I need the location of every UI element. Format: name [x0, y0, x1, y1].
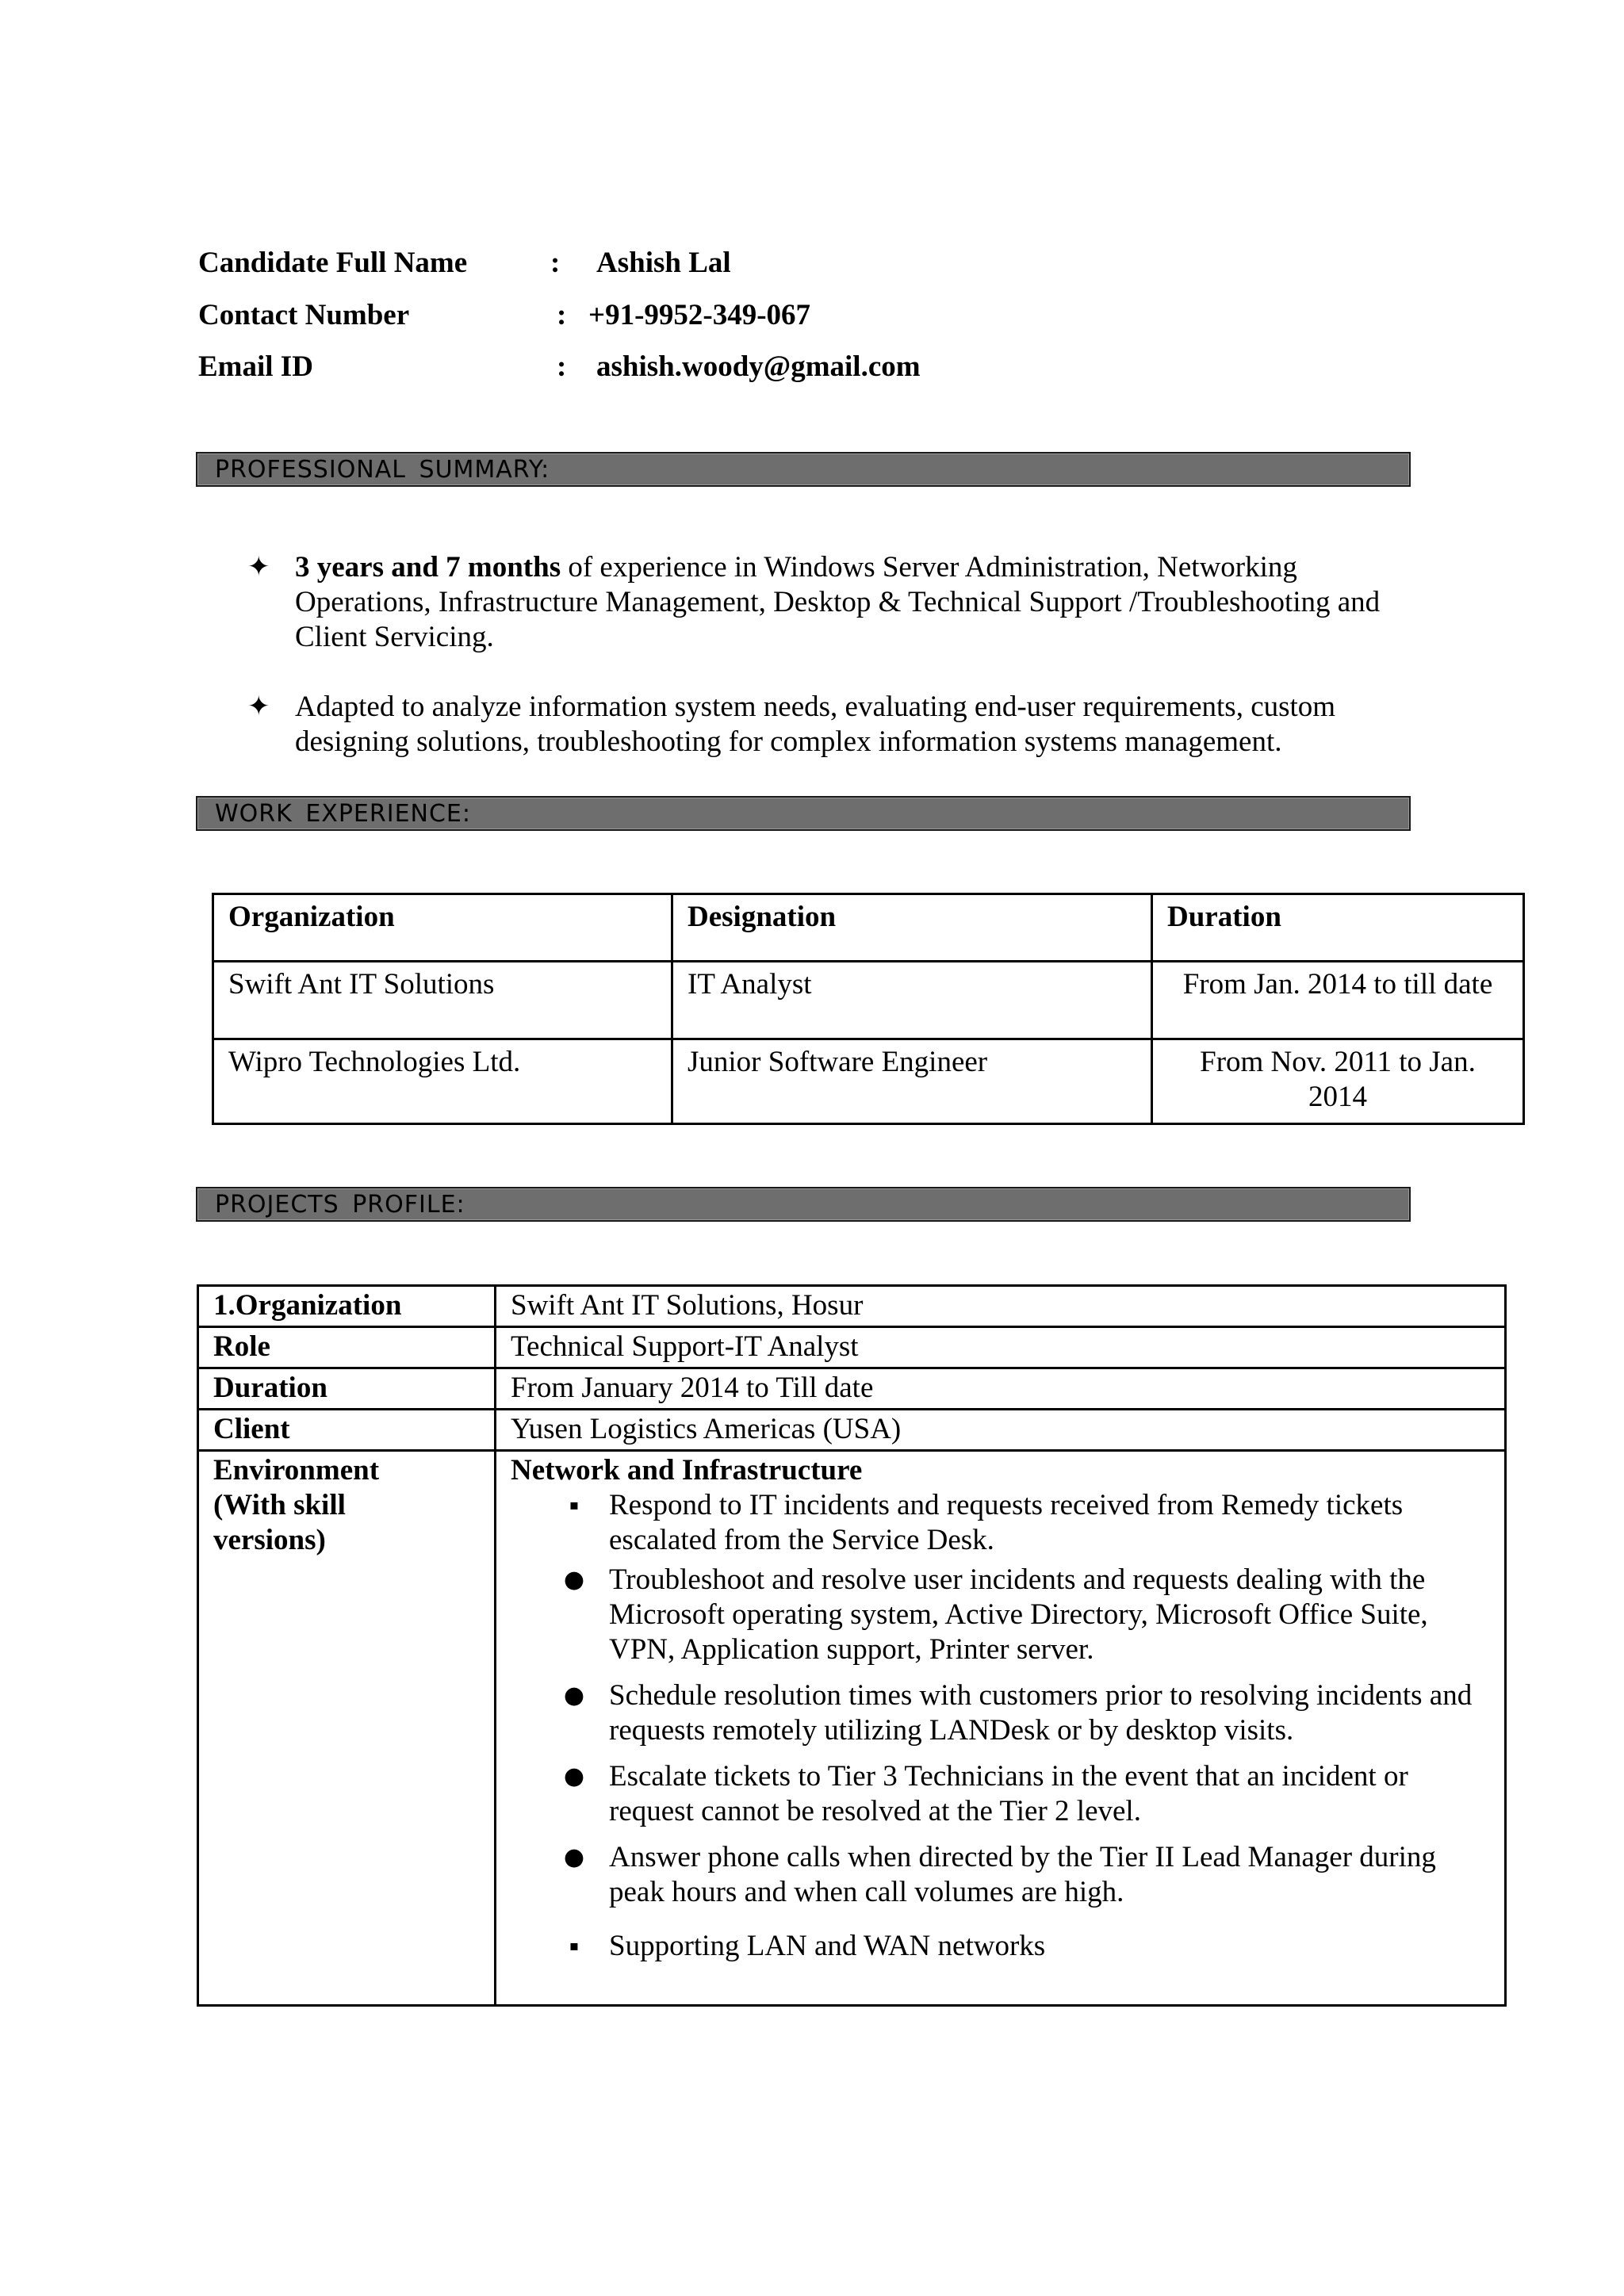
- email-separator: :: [557, 350, 567, 383]
- column-header: Designation: [672, 894, 1152, 962]
- duration-label: Duration: [198, 1368, 496, 1410]
- square-bullet-icon: ▪: [569, 1497, 580, 1513]
- table-row: [198, 1327, 1506, 1368]
- dot-bullet-icon: ●: [563, 1843, 585, 1871]
- project-table: [197, 1284, 1507, 2007]
- table-header-row: [213, 894, 1524, 962]
- duration-value: From January 2014 to Till date: [496, 1368, 1506, 1410]
- duration-cell: From Jan. 2014 to till date: [1152, 962, 1524, 1039]
- summary-item: [295, 690, 1421, 760]
- table-row: [198, 1410, 1506, 1451]
- email-label: Email ID: [198, 350, 313, 383]
- contact-separator: :: [557, 299, 567, 331]
- list-item-text: Answer phone calls when directed by the Tier II Lead Manager during peak hours and when call volumes are high.: [609, 1841, 1436, 1908]
- environment-label-line: Environment: [213, 1454, 380, 1487]
- designation-cell: IT Analyst: [672, 962, 1152, 1039]
- star-bullet-icon: ✦: [247, 553, 270, 582]
- list-item-text: Schedule resolution times with customers prior to resolving incidents and requests remotely utilizing LANDesk or by desktop visits.: [609, 1679, 1473, 1747]
- dot-bullet-icon: ●: [563, 1682, 585, 1709]
- table-row: [198, 1368, 1506, 1410]
- professional-summary-header: [196, 452, 1411, 487]
- list-item: [511, 1678, 1490, 1748]
- column-header: Duration: [1152, 894, 1524, 962]
- list-item: [511, 1840, 1490, 1910]
- client-value: Yusen Logistics Americas (USA): [496, 1410, 1506, 1451]
- star-bullet-icon: ✦: [247, 692, 270, 721]
- column-header: Organization: [213, 894, 672, 962]
- name-value: Ashish Lal: [596, 247, 731, 279]
- summary-item-emphasis: 3 years and 7 months: [295, 551, 561, 584]
- square-bullet-icon: ▪: [569, 1938, 580, 1954]
- table-row: [198, 1286, 1506, 1327]
- table-row: [213, 962, 1524, 1039]
- list-item-text: Supporting LAN and WAN networks: [609, 1930, 1046, 1962]
- environment-label: [198, 1451, 496, 2006]
- dot-bullet-icon: ●: [563, 1762, 585, 1790]
- work-experience-header: [196, 796, 1411, 831]
- list-item-text: Respond to IT incidents and requests received from Remedy tickets escalated from the Service Desk.: [609, 1489, 1404, 1556]
- client-label: Client: [198, 1410, 496, 1451]
- dot-bullet-icon: ●: [563, 1566, 585, 1594]
- role-label: Role: [198, 1327, 496, 1368]
- list-item-text: Escalate tickets to Tier 3 Technicians in the event that an incident or request cannot be resolved at the Tier 2 level.: [609, 1760, 1408, 1827]
- table-row: [213, 1039, 1524, 1124]
- table-row: [198, 1451, 1506, 2006]
- summary-item-text: of experience in Windows Server Administration, Networking Operations, Infrastructure Management, Desktop & Technical Support /Troubleshooting and Client Servicing.: [295, 551, 1381, 653]
- duration-cell: From Nov. 2011 to Jan. 2014: [1152, 1039, 1524, 1124]
- organization-cell: Wipro Technologies Ltd.: [213, 1039, 672, 1124]
- section-title: PROFESSIONAL SUMMARY:: [215, 456, 550, 484]
- responsibility-list: [511, 1488, 1490, 1964]
- name-separator: :: [550, 247, 561, 279]
- list-item: [511, 1759, 1490, 1829]
- contact-label: Contact Number: [198, 299, 410, 331]
- projects-profile-header: [196, 1187, 1411, 1222]
- list-item: [511, 1563, 1490, 1667]
- list-item-text: Troubleshoot and resolve user incidents and requests dealing with the Microsoft operating system, Active Directory, Microsoft Office Suite, VPN, Application support, Printer server.: [609, 1563, 1428, 1666]
- summary-item: [295, 550, 1421, 655]
- email-value: ashish.woody@gmail.com: [596, 350, 921, 383]
- environment-details: [496, 1451, 1506, 2006]
- list-item: [511, 1488, 1490, 1558]
- summary-item-text: Adapted to analyze information system needs, evaluating end-user requirements, custom designing solutions, troubleshooting for complex information systems management.: [295, 691, 1336, 758]
- environment-label-line: versions): [213, 1524, 326, 1556]
- role-value: Technical Support-IT Analyst: [496, 1327, 1506, 1368]
- contact-value: +91-9952-349-067: [588, 299, 811, 331]
- list-item: [511, 1929, 1490, 1964]
- name-label: Candidate Full Name: [198, 247, 468, 279]
- section-title: PROJECTS PROFILE:: [215, 1191, 465, 1219]
- organization-label: 1.Organization: [198, 1286, 496, 1327]
- organization-value: Swift Ant IT Solutions, Hosur: [496, 1286, 1506, 1327]
- environment-heading: Network and Infrastructure: [511, 1454, 863, 1487]
- designation-cell: Junior Software Engineer: [672, 1039, 1152, 1124]
- organization-cell: Swift Ant IT Solutions: [213, 962, 672, 1039]
- work-experience-table: [212, 893, 1525, 1125]
- section-title: WORK EXPERIENCE:: [215, 800, 471, 828]
- environment-label-line: (With skill: [213, 1489, 346, 1521]
